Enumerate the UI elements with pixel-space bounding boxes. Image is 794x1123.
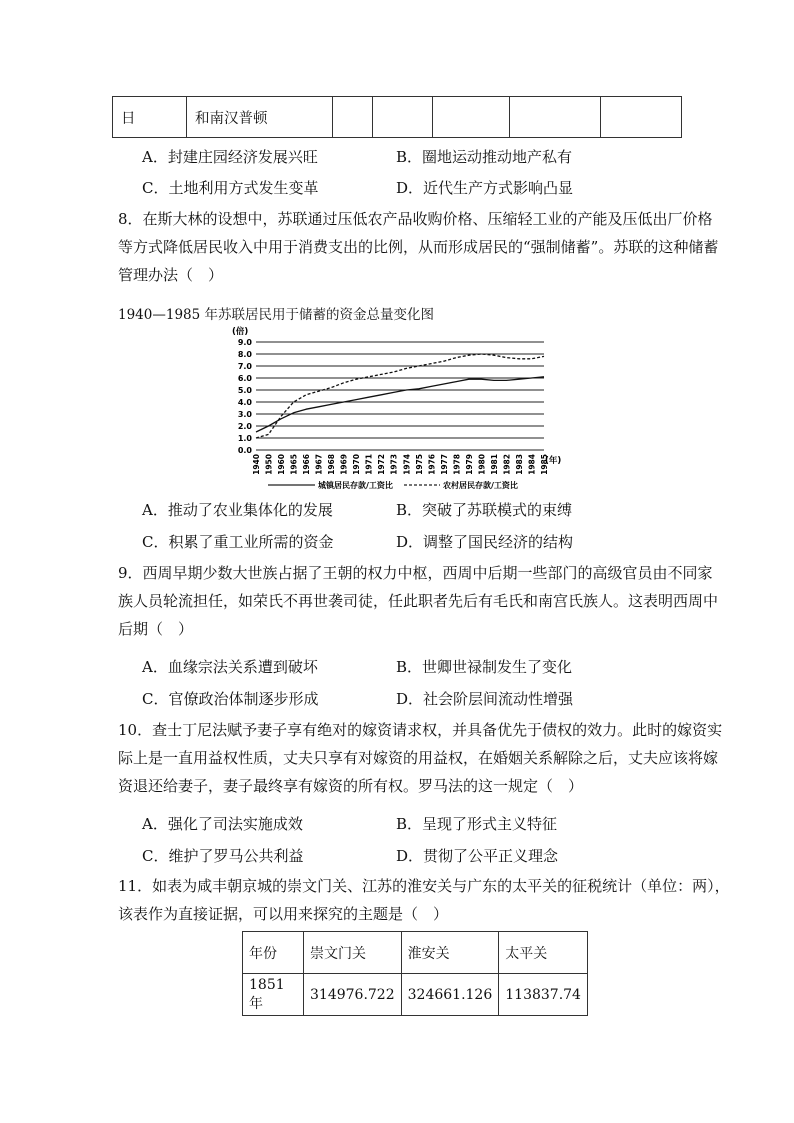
top-table-cell: 和南汉普顿 (187, 97, 333, 138)
chart-y-ticks (238, 338, 253, 455)
table-header-cell: 淮安关 (401, 932, 499, 974)
table-row (243, 974, 588, 1016)
x-tick-label: 1968 (327, 454, 337, 475)
x-tick-label: 1978 (452, 454, 462, 475)
q7-option-c[interactable]: C．土地利用方式发生变革 (142, 179, 319, 197)
q8-stem-line: 8．在斯大林的设想中，苏联通过压低农产品收购价格、压缩轻工业的产能及压低出厂价格 (118, 210, 713, 228)
q9-stem-line: 9．西周早期少数大世族占据了王朝的权力中枢，西周中后期一些部门的高级官员由不同家 (118, 564, 713, 582)
table-cell: 1851 年 (243, 974, 304, 1016)
top-table-cell (373, 97, 433, 138)
series-line-1 (256, 377, 544, 432)
table-cell: 324661.126 (401, 974, 499, 1016)
x-tick-label: 1970 (352, 454, 362, 475)
q8-option-d[interactable]: D．调整了国民经济的结构 (396, 533, 574, 551)
x-tick-label: 1979 (464, 454, 474, 475)
q9-stem-line: 族人员轮流担任，如荣氏不再世袭司徒，任此职者先后有毛氏和南宫氏族人。这表明西周中 (118, 592, 719, 610)
top-table-cell (510, 97, 601, 138)
q8-stem (118, 205, 719, 289)
top-table-cell (333, 97, 373, 138)
q10-option-b[interactable]: B．呈现了形式主义特征 (396, 815, 558, 833)
q10-option-a[interactable]: A．强化了司法实施成效 (142, 815, 303, 833)
x-tick-label: 1985 (540, 454, 549, 475)
y-tick-label: 1.0 (237, 434, 252, 443)
top-table (112, 96, 682, 138)
x-tick-label: 1976 (427, 454, 437, 475)
table-header-row (243, 932, 588, 974)
y-tick-label: 0.0 (237, 446, 252, 455)
chart-lines (256, 354, 544, 438)
x-tick-label: 1975 (414, 454, 424, 475)
y-tick-label: 2.0 (237, 422, 252, 431)
x-tick-label: 1940 (252, 454, 261, 475)
x-tick-label: 1982 (502, 454, 512, 475)
q10-stem-line: 10．查士丁尼法赋予妻子享有绝对的嫁资请求权，并具备优先于债权的效力。此时的嫁资实 (118, 721, 723, 739)
tax-table (242, 931, 588, 1016)
q10-stem (118, 716, 723, 800)
y-tick-label: 6.0 (237, 374, 252, 383)
y-tick-label: 9.0 (237, 338, 252, 347)
table-header-cell: 太平关 (499, 932, 588, 974)
q8-stem-line: 管理办法（ ） (118, 266, 224, 284)
q7-option-d[interactable]: D．近代生产方式影响凸显 (396, 179, 574, 197)
q11-stem-line: 11．如表为咸丰朝京城的崇文门关、江苏的淮安关与广东的太平关的征税统计（单位：两）， (118, 877, 730, 895)
x-tick-label: 1969 (339, 454, 349, 475)
savings-line-chart (222, 322, 574, 494)
q11-stem (118, 872, 730, 928)
x-tick-label: 1973 (389, 454, 399, 475)
table-cell: 314976.722 (304, 974, 402, 1016)
q9-option-c[interactable]: C．官僚政治体制逐步形成 (142, 690, 319, 708)
x-tick-label: 1967 (314, 454, 324, 475)
x-tick-label: 1966 (302, 454, 312, 475)
x-tick-label: 1984 (527, 454, 537, 475)
q8-option-a[interactable]: A．推动了农业集体化的发展 (142, 501, 333, 519)
x-tick-label: 1965 (289, 454, 299, 475)
q7-option-b[interactable]: B．圈地运动推动地产私有 (396, 148, 573, 166)
q9-option-a[interactable]: A．血缘宗法关系遭到破坏 (142, 658, 318, 676)
chart-caption: 1940—1985 年苏联居民用于储蓄的资金总量变化图 (118, 307, 435, 323)
x-tick-label: 1980 (477, 454, 487, 475)
table-header-cell: 年份 (243, 932, 304, 974)
x-tick-label: 1981 (489, 454, 499, 475)
table-header-cell: 崇文门关 (304, 932, 402, 974)
chart-y-label: (倍) (232, 327, 249, 337)
q10-stem-line: 际上是一直用益权性质，丈夫只享有对嫁资的用益权，在婚姻关系解除之后，丈夫应该将嫁 (118, 749, 719, 767)
x-tick-label: 1972 (377, 454, 387, 475)
y-tick-label: 5.0 (237, 386, 252, 395)
x-tick-label: 1960 (277, 454, 287, 475)
q11-stem-line: 该表作为直接证据，可以用来探究的主题是（ ） (118, 905, 449, 923)
x-tick-label: 1983 (514, 454, 524, 475)
chart-x-label: (年) (545, 456, 562, 466)
q10-stem-line: 资退还给妻子，妻子最终享有嫁资的所有权。罗马法的这一规定（ ） (118, 777, 584, 795)
q10-option-c[interactable]: C．维护了罗马公共利益 (142, 847, 304, 865)
chart-grid (256, 342, 544, 450)
x-tick-label: 1950 (264, 454, 274, 475)
legend-label: 农村居民存款/工资比 (443, 481, 518, 490)
q9-option-b[interactable]: B．世卿世禄制发生了变化 (396, 658, 573, 676)
q8-stem-line: 等方式降低居民收入中用于消费支出的比例，从而形成居民的“强制储蓄”。苏联的这种储蓄 (118, 238, 719, 256)
chart-x-ticks (252, 454, 549, 475)
y-tick-label: 8.0 (237, 350, 252, 359)
x-tick-label: 1971 (364, 454, 374, 475)
y-tick-label: 3.0 (237, 410, 252, 419)
table-cell: 113837.74 (499, 974, 588, 1016)
q8-option-b[interactable]: B．突破了苏联模式的束缚 (396, 501, 573, 519)
top-table-cell: 日 (113, 97, 187, 138)
q7-option-a[interactable]: A．封建庄园经济发展兴旺 (142, 148, 318, 166)
q10-option-d[interactable]: D．贯彻了公平正义理念 (396, 847, 559, 865)
series-line-2 (256, 354, 544, 438)
q8-option-c[interactable]: C．积累了重工业所需的资金 (142, 533, 334, 551)
y-tick-label: 7.0 (237, 362, 252, 371)
top-table-cell (601, 97, 682, 138)
top-table-cell (433, 97, 510, 138)
x-tick-label: 1974 (402, 454, 412, 475)
legend-label: 城镇居民存款/工资比 (318, 481, 393, 490)
chart-legend (268, 480, 518, 490)
y-tick-label: 4.0 (237, 398, 252, 407)
q9-option-d[interactable]: D．社会阶层间流动性增强 (396, 690, 574, 708)
q9-stem (118, 559, 719, 643)
q9-stem-line: 后期（ ） (118, 620, 194, 638)
x-tick-label: 1977 (439, 454, 449, 475)
